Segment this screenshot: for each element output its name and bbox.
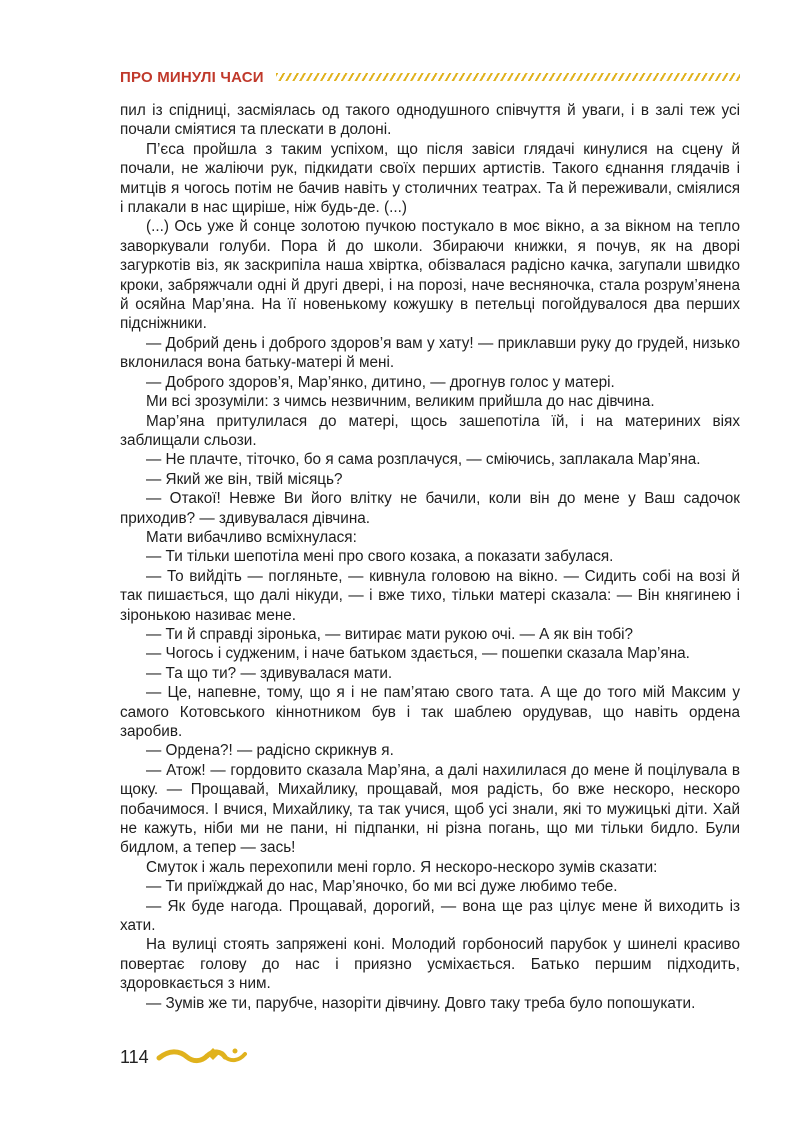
paragraph: — Ти тільки шепотіла мені про свого козака, а показати забулася. xyxy=(146,548,614,566)
paragraph: На вулиці стоять запряжені коні. Молодий горбоносий парубок у шинелі красиво повертає голову до нас і приязно усміхається. Батько першим підходить, здоровкається з ним. xyxy=(120,936,740,993)
paragraph: — Який же він, твій місяць? xyxy=(146,470,343,488)
paragraph: — Зумів же ти, парубче, назоріти дівчину. Довго таку треба було попошукати. xyxy=(146,994,696,1012)
paragraph: — Та що ти? — здивувалася мати. xyxy=(146,664,393,682)
paragraph: Смуток і жаль перехопили мені горло. Я нескоро-нескоро зумів сказати: xyxy=(146,858,658,876)
paragraph: — Чогось і судженим, і наче батьком здається, — пошепки сказала Мар’яна. xyxy=(146,645,690,663)
paragraph: — Це, напевне, тому, що я і не пам’ятаю свого тата. А ще до того мій Максим у самого Котовського кіннотником був і так шаблею орудував, що навіть ордена заробив. xyxy=(120,684,740,740)
section-title: ПРО МИНУЛІ ЧАСИ xyxy=(120,68,264,86)
paragraph: — Ти приїжджай до нас, Мар’яночко, бо ми всі дуже любимо тебе. xyxy=(146,878,618,896)
page-body xyxy=(120,101,740,1013)
paragraph: пил із спідниці, засміялась од такого однодушного співчуття й уваги, і в залі теж усі почали сміятися та плескати в долоні. xyxy=(120,102,740,139)
decorative-swirl-icon xyxy=(155,1042,247,1072)
paragraph: Мати вибачливо всміхнулася: xyxy=(146,528,357,546)
paragraph: — Отакої! Невже Ви його влітку не бачили, коли він до мене у Ваш садочок приходив? — здивувалася дівчина. xyxy=(120,490,740,527)
header-ornament-stripes xyxy=(276,73,740,81)
paragraph: П’єса пройшла з таким успіхом, що після завіси глядачі кинулися на сцену й почали, не жаліючи рук, підкидати своїх перших артистів. Такого єднання глядачів і митців я чогось потім не бачив навіть у столичних театрах. Та й переживали, сміялися і плакали в нас щиріше, ніж будь-де. (...) xyxy=(120,140,740,217)
paragraph: — Не плачте, тіточко, бо я сама розплачуся, — сміючись, заплакала Мар’яна. xyxy=(146,451,701,469)
page-number: 114 xyxy=(120,1046,149,1067)
paragraph: — Як буде нагода. Прощавай, дорогий, — вона ще раз цілує мене й виходить із хати. xyxy=(120,897,740,935)
paragraph: Мар’яна притулилася до матері, щось зашепотіла їй, і на материних віях заблищали сльози. xyxy=(120,412,740,449)
paragraph: — Ти й справді зіронька, — витирає мати рукою очі. — А як він тобі? xyxy=(146,625,634,643)
paragraph: — Добрий день і доброго здоров’я вам у хату! — приклавши руку до грудей, низько вклонилася вона батьку-матері й мені. xyxy=(120,334,740,372)
paragraph: — Атож! — гордовито сказала Мар’яна, а далі нахилилася до мене й поцілувала в щоку. — Прощавай, Михайлику, прощавай, моя радість, бо вже нескоро, нескоро побачимося. І вчися, Михайлику, та так учися, щоб усі знали, які то мужицькі діти. Хай не кажуть, ніби ми не пани, ні підпанки, ні різна погань, що ми тільки бидло. Були бидлом, а тепер — зась! xyxy=(120,761,740,857)
paragraph: — Ордена?! — радісно скрикнув я. xyxy=(146,742,394,760)
running-header xyxy=(120,66,740,88)
paragraph: (...) Ось уже й сонце золотою пучкою постукало в моє вікно, а за вікном на тепло заворкували голуби. Пора й до школи. Збираючи книжки, я почув, як на дворі загуркотів віз, як заскрипіла наша хвіртка, обізвалася радісно качка, загупали швидко кроки, забряжчали одні й другі двері, і на порозі, наче весняночка, стала розрум’янена й осяйна Мар’яна. На її новенькому кожушку в петельці погойдувалося два перших підсніжники. xyxy=(120,218,740,333)
paragraph: Ми всі зрозуміли: з чимсь незвичним, великим прийшла до нас дівчина. xyxy=(146,393,655,411)
paragraph: — То вийдіть — погляньте, — кивнула головою на вікно. — Сидить собі на возі й так пишається, що далі нікуди, — і вже тихо, тільки матері сказала: — Він княгинею і зіронькою називає мене. xyxy=(120,567,740,624)
page-footer xyxy=(120,1039,247,1075)
paragraph: — Доброго здоров’я, Мар’янко, дитино, — дрогнув голос у матері. xyxy=(146,373,615,391)
